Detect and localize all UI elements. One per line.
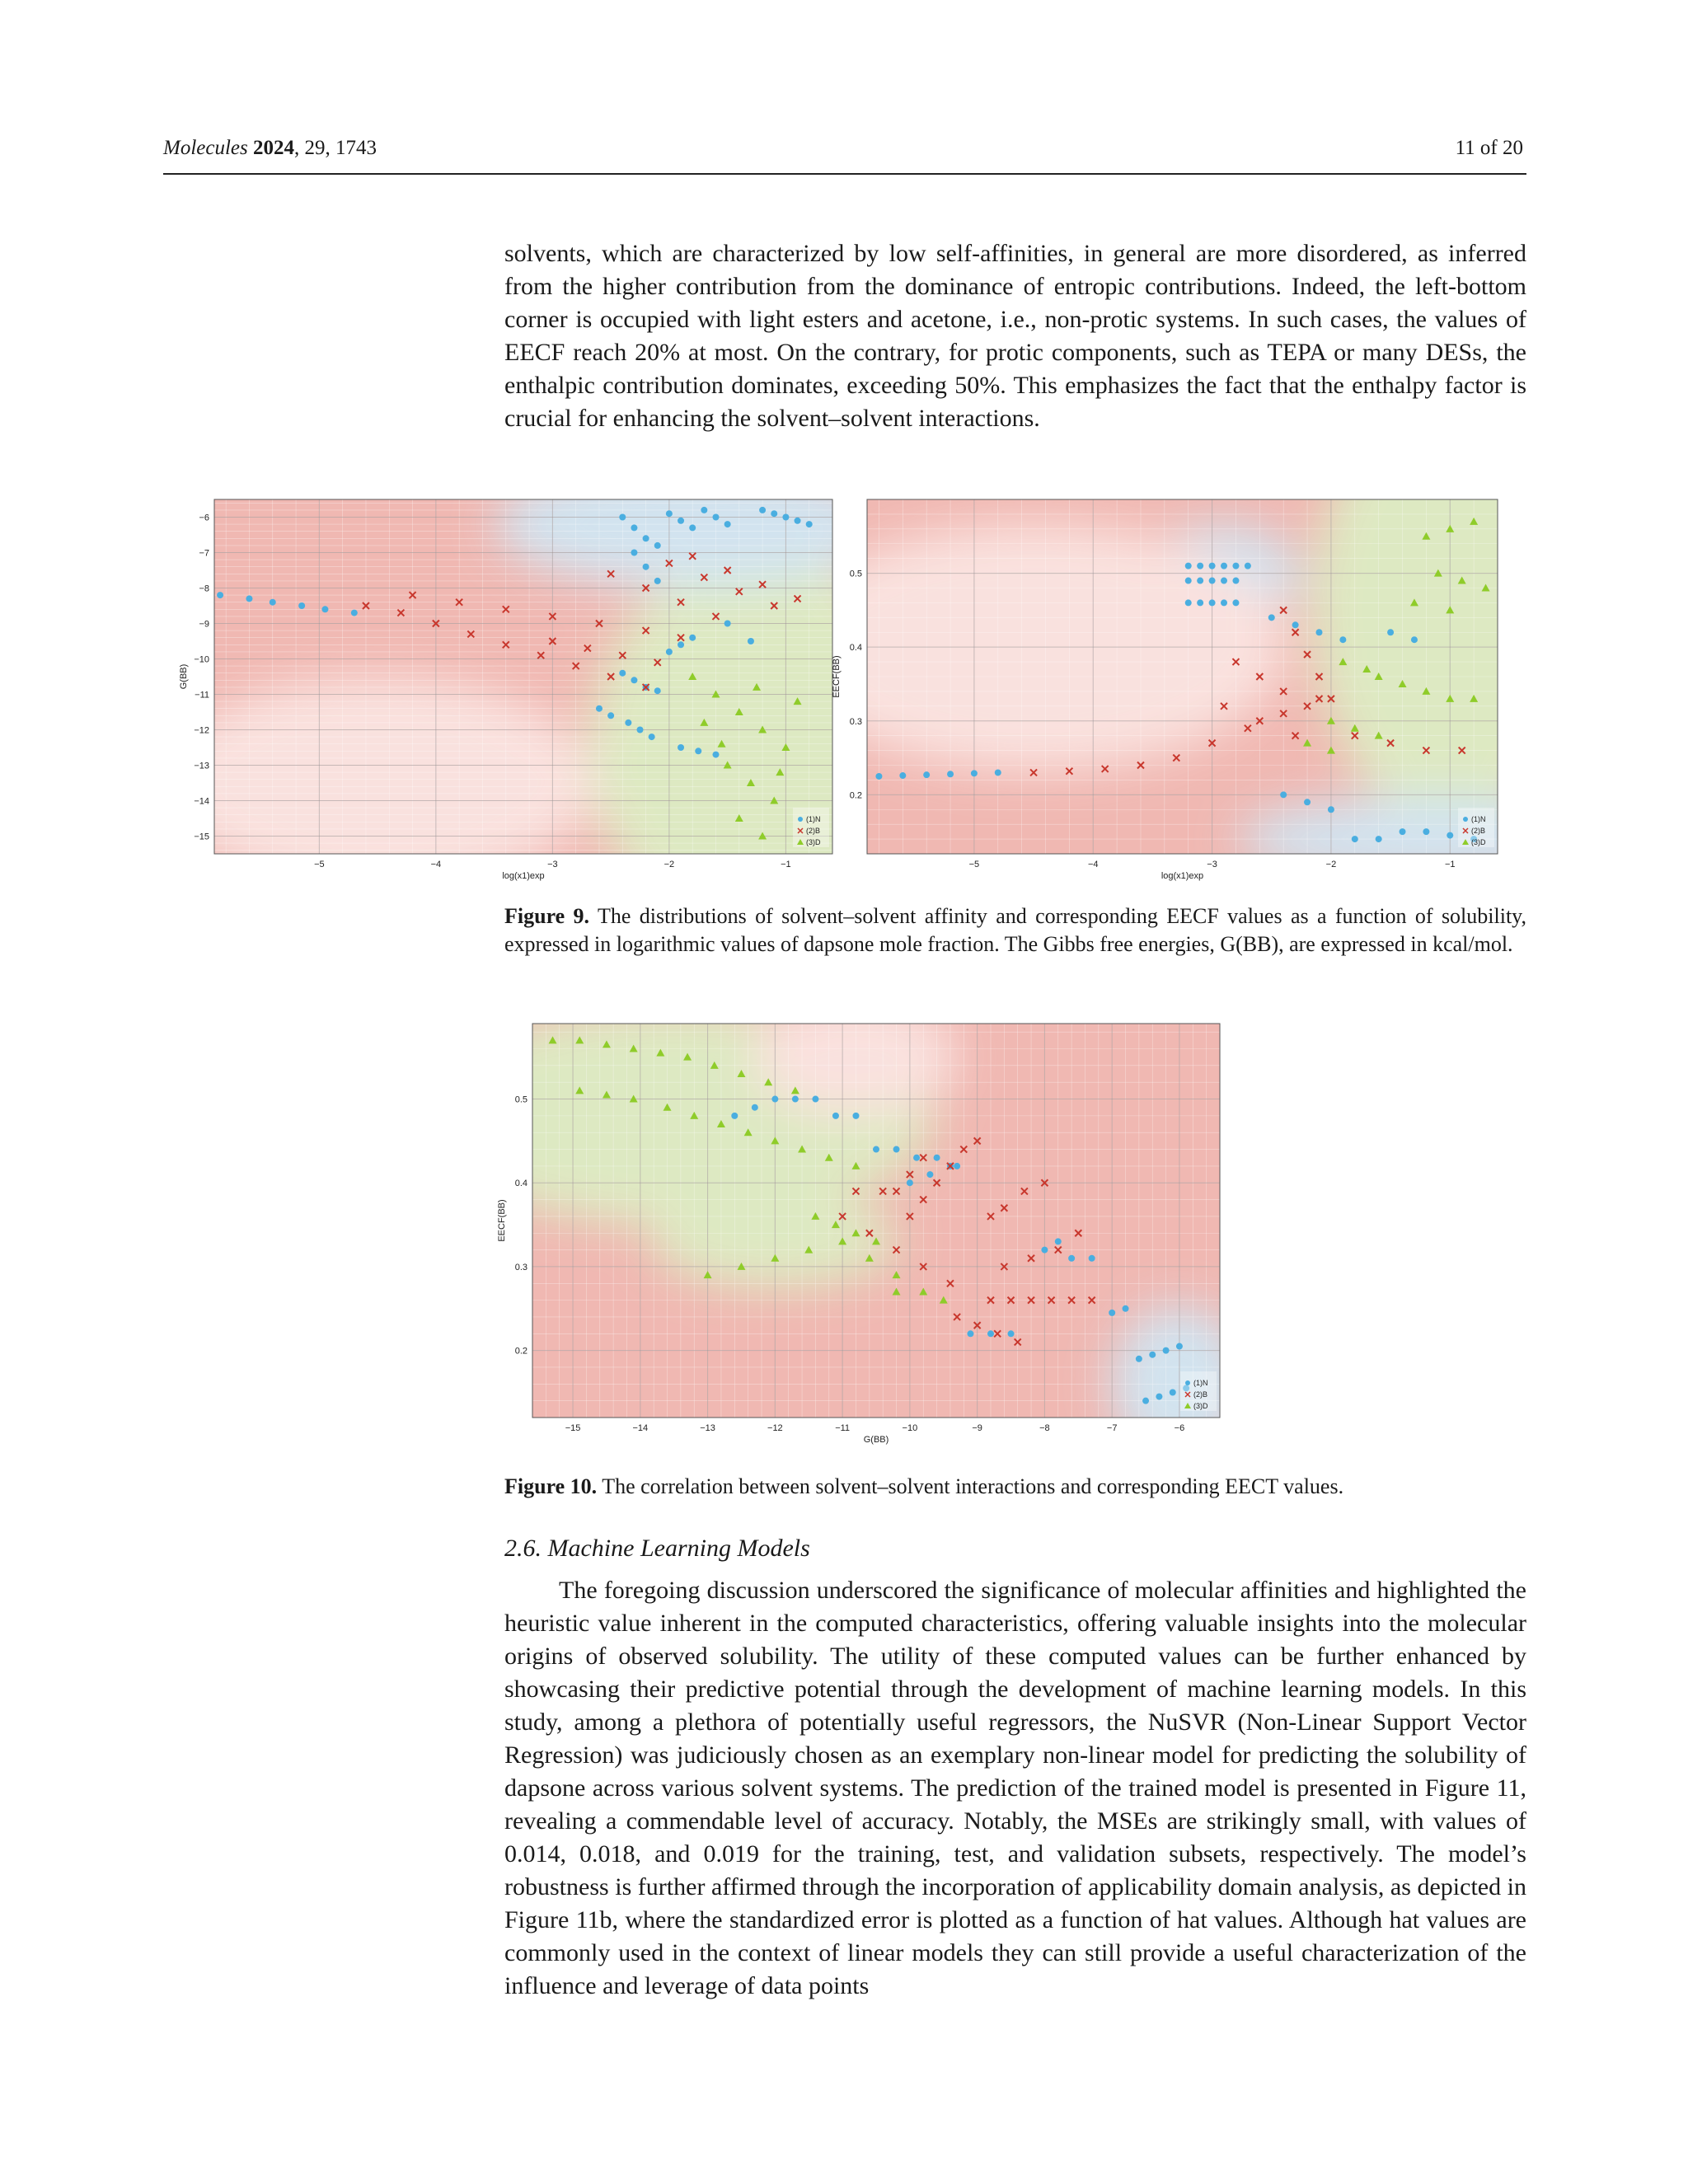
data-point-N: [678, 641, 684, 648]
x-tick-label: −15: [565, 1423, 581, 1433]
data-point-N: [666, 510, 673, 517]
data-point-N: [1136, 1356, 1142, 1362]
data-point-N: [1068, 1255, 1075, 1262]
data-point-N: [967, 1330, 973, 1337]
y-axis-label: G(BB): [179, 663, 189, 690]
y-tick-label: −11: [195, 690, 209, 701]
x-tick-label: −6: [1174, 1423, 1185, 1433]
x-tick-label: −4: [1087, 860, 1099, 869]
data-point-N: [812, 1096, 818, 1103]
data-point-N: [270, 599, 276, 606]
data-point-N: [1008, 1330, 1015, 1337]
figure10-label: Figure 10.: [504, 1474, 598, 1498]
data-point-N: [1221, 599, 1227, 606]
figure9-caption: [504, 902, 1526, 958]
plot-area: [162, 461, 935, 943]
legend-label: (2)B: [1193, 1390, 1208, 1399]
data-point-N: [1209, 599, 1216, 606]
data-point-N: [689, 635, 696, 641]
data-point-N: [712, 514, 719, 521]
paragraph-2: The foregoing discussion underscored the significance of molecular affinities and highlighted the heuristic value inherent in the computed characteristics, offering valuable insights into the molecular origins of observed solubility. The utility of these computed values can be further enhanced by showcasing their predictive potential through the development of machine learning models. In this study, among a plethora of potentially useful regressors, the NuSVR (Non-Linear Support Vector Regression) was judiciously chosen as an exemplary non-linear model for predicting the solubility of dapsone across various solvent systems. The prediction of the trained model is presented in Figure 11, revealing a commendable level of accuracy. Notably, the MSEs are strikingly small, with values of 0.014, 0.018, and 0.019 for the training, test, and validation subsets, respectively. The model’s robustness is further affirmed through the incorporation of applicability domain analysis, as depicted in Figure 11b, where the standardized error is plotted as a function of hat values. Although hat values are commonly used in the context of linear models they can still provide a useful characterization of the influence and leverage of data points: [504, 1577, 1526, 1999]
data-point-N: [923, 771, 930, 778]
figure9-panel-a: [181, 491, 849, 887]
data-point-N: [1197, 599, 1203, 606]
data-point-N: [1197, 563, 1203, 569]
y-tick-label: −8: [199, 583, 209, 594]
data-point-N: [666, 649, 673, 655]
figure9-label: Figure 9.: [504, 904, 590, 928]
y-tick-label: −12: [194, 725, 209, 736]
figure10-caption: [504, 1473, 1526, 1501]
y-tick-label: −13: [194, 761, 209, 771]
y-axis-label: EECF(BB): [832, 655, 842, 698]
x-tick-label: −7: [1106, 1423, 1118, 1433]
data-point-N: [1185, 599, 1192, 606]
x-tick-label: −2: [663, 860, 675, 869]
y-tick-label: 0.5: [849, 569, 862, 579]
data-point-N: [771, 510, 777, 517]
legend-label: (3)D: [806, 838, 821, 846]
x-axis-label: log(x1)exp: [502, 871, 545, 881]
data-point-N: [771, 1096, 778, 1103]
data-point-N: [631, 677, 637, 683]
data-point-N: [1304, 799, 1311, 805]
data-point-N: [678, 518, 684, 524]
journal-citation: [163, 137, 377, 160]
legend-label: (1)N: [806, 815, 821, 823]
data-point-N: [1423, 828, 1429, 835]
data-point-N: [1221, 563, 1227, 569]
x-tick-label: −5: [968, 860, 980, 869]
data-point-N: [1149, 1352, 1156, 1358]
data-point-N: [947, 771, 954, 777]
data-point-N: [321, 606, 328, 612]
section-title: 2.6. Machine Learning Models: [504, 1535, 810, 1562]
data-point-N: [1328, 806, 1334, 813]
data-point-N: [1055, 1238, 1062, 1244]
data-point-N: [971, 770, 978, 776]
y-tick-label: 0.5: [514, 1094, 528, 1105]
data-point-N: [1232, 599, 1239, 606]
x-tick-label: −1: [1444, 860, 1456, 869]
data-point-N: [701, 507, 707, 513]
data-point-N: [643, 564, 649, 570]
data-point-N: [731, 1113, 738, 1119]
data-point-N: [1376, 836, 1382, 842]
data-point-N: [689, 524, 696, 531]
y-tick-label: −6: [199, 513, 209, 523]
y-tick-label: −14: [194, 796, 209, 807]
data-point-N: [1185, 563, 1192, 569]
y-tick-label: −7: [199, 548, 209, 559]
y-tick-label: −15: [194, 832, 209, 842]
data-point-N: [759, 507, 766, 513]
x-tick-label: −3: [547, 860, 558, 869]
y-tick-label: 0.4: [514, 1179, 528, 1189]
data-point-N: [1232, 563, 1239, 569]
data-point-N: [995, 769, 1001, 776]
data-point-N: [246, 595, 252, 602]
data-point-N: [832, 1113, 839, 1119]
data-point-N: [1232, 578, 1239, 584]
figure9-caption-text: The distributions of solvent–solvent affinity and corresponding EECF values as a function of solubility, expressed in logarithmic values of dapsone mole fraction. The Gibbs free energies, G(BB), are expressed in kcal/mol.: [504, 904, 1526, 956]
data-point-N: [643, 535, 649, 541]
data-point-N: [695, 748, 701, 754]
data-point-N: [596, 705, 603, 712]
y-tick-label: 0.3: [849, 716, 862, 727]
data-point-N: [724, 621, 731, 627]
x-tick-label: −1: [781, 860, 791, 869]
data-point-N: [1185, 578, 1192, 584]
data-point-N: [1109, 1310, 1115, 1316]
data-point-N: [852, 1113, 859, 1119]
data-point-N: [893, 1146, 900, 1153]
legend-label: (2)B: [806, 827, 821, 835]
y-tick-label: −9: [199, 619, 209, 630]
data-point-N: [1245, 563, 1251, 569]
data-point-N: [607, 712, 614, 719]
data-point-N: [351, 610, 358, 616]
legend: [1458, 808, 1494, 847]
y-tick-label: 0.3: [514, 1262, 528, 1272]
data-point-N: [637, 727, 644, 733]
data-point-N: [954, 1163, 960, 1169]
legend-label: (1)N: [1471, 815, 1486, 823]
data-point-N: [1123, 1305, 1129, 1312]
x-tick-label: −13: [700, 1423, 715, 1433]
data-point-N: [654, 687, 661, 694]
data-point-N: [1411, 636, 1418, 643]
data-point-N: [782, 514, 789, 521]
data-point-N: [1209, 563, 1216, 569]
data-point-N: [631, 550, 637, 556]
figure9b-chart: [832, 491, 1526, 887]
figure9a-chart: [181, 491, 849, 887]
data-point-N: [619, 514, 626, 521]
data-point-N: [806, 521, 813, 527]
x-axis-label: G(BB): [863, 1435, 889, 1445]
data-point-N: [899, 772, 906, 779]
data-point-N: [1292, 621, 1299, 628]
data-point-N: [1339, 636, 1346, 643]
data-point-N: [934, 1155, 940, 1161]
data-point-N: [748, 638, 754, 644]
data-point-N: [907, 1179, 913, 1186]
data-point-N: [1280, 791, 1287, 798]
legend-label: (2)B: [1471, 827, 1486, 835]
legend-label: (1)N: [1193, 1379, 1208, 1387]
x-tick-label: −11: [835, 1423, 851, 1433]
running-header: [163, 132, 1526, 175]
data-point-N: [1221, 578, 1227, 584]
data-point-N: [875, 773, 882, 780]
x-tick-label: −10: [902, 1423, 918, 1433]
journal-name: Molecules: [163, 137, 248, 159]
legend-label: (3)D: [1193, 1402, 1208, 1410]
x-tick-label: −2: [1325, 860, 1337, 869]
y-axis-label: EECF(BB): [497, 1199, 507, 1242]
data-point-N: [631, 524, 637, 531]
data-point-N: [1041, 1247, 1048, 1254]
data-point-N: [873, 1146, 879, 1153]
figure9-panel-b: [832, 491, 1526, 887]
data-point-N: [1447, 832, 1453, 839]
journal-volume: , 29, 1743: [293, 137, 377, 159]
data-point-N: [792, 1096, 799, 1103]
data-point-N: [678, 744, 684, 751]
legend-label: (3)D: [1471, 838, 1486, 846]
data-point-N: [619, 670, 626, 677]
data-point-N: [1163, 1347, 1170, 1354]
figure10-panel: [495, 1014, 1236, 1451]
data-point-N: [298, 602, 305, 609]
y-tick-label: 0.2: [514, 1346, 528, 1357]
data-point-N: [1089, 1255, 1095, 1262]
data-point-N: [795, 518, 801, 524]
data-point-N: [1176, 1343, 1183, 1350]
x-tick-label: −9: [972, 1423, 982, 1433]
y-tick-label: 0.4: [849, 643, 862, 654]
data-point-N: [654, 542, 661, 549]
x-tick-label: −8: [1039, 1423, 1050, 1433]
data-point-N: [217, 592, 223, 598]
plot-area: [413, 998, 1249, 1463]
page-number: 11 of 20: [1455, 137, 1523, 159]
data-point-N: [1142, 1398, 1149, 1404]
figure10-caption-text: The correlation between solvent–solvent interactions and corresponding EECT values.: [597, 1474, 1344, 1498]
data-point-N: [625, 719, 631, 726]
data-point-N: [1387, 629, 1394, 635]
data-point-N: [649, 733, 655, 740]
data-point-N: [926, 1171, 933, 1178]
paragraph-1: solvents, which are characterized by low self-affinities, in general are more disordered, as inferred from the higher contribution from the dominance of entropic contributions. Indeed, the left-bottom corner is occupied with light esters and acetone, i.e., non-protic systems. In such cases, the values of EECF reach 20% at most. On the contrary, for protic components, such as TEPA or many DESs, the enthalpic contribution dominates, exceeding 50%. This emphasizes the fact that the enthalpy factor is crucial for enhancing the solvent–solvent interactions.: [504, 240, 1526, 432]
data-point-N: [1268, 614, 1275, 621]
data-point-N: [752, 1104, 758, 1111]
y-tick-label: −10: [194, 654, 209, 665]
x-tick-label: −4: [430, 860, 442, 869]
data-point-N: [724, 521, 731, 527]
figure10-chart: [495, 1014, 1236, 1451]
x-tick-label: −12: [767, 1423, 783, 1433]
legend-marker-N: [1185, 1380, 1190, 1385]
data-point-N: [1400, 828, 1406, 835]
data-point-N: [1352, 836, 1358, 842]
data-point-N: [1170, 1389, 1176, 1395]
data-point-N: [1315, 629, 1322, 635]
data-point-N: [1209, 578, 1216, 584]
x-tick-label: −5: [314, 860, 325, 869]
x-tick-label: −3: [1207, 860, 1217, 869]
data-point-N: [1197, 578, 1203, 584]
journal-year: 2024: [252, 137, 294, 159]
data-point-N: [1156, 1394, 1162, 1400]
legend-marker-N: [798, 817, 803, 822]
legend-marker-N: [1463, 817, 1468, 822]
data-point-N: [654, 578, 661, 584]
legend: [1180, 1371, 1217, 1411]
data-point-N: [913, 1155, 920, 1161]
x-axis-label: log(x1)exp: [1160, 871, 1204, 881]
legend: [793, 808, 829, 847]
data-point-N: [987, 1330, 994, 1337]
y-tick-label: 0.2: [849, 790, 862, 801]
x-tick-label: −14: [632, 1423, 649, 1433]
data-point-N: [712, 752, 719, 758]
